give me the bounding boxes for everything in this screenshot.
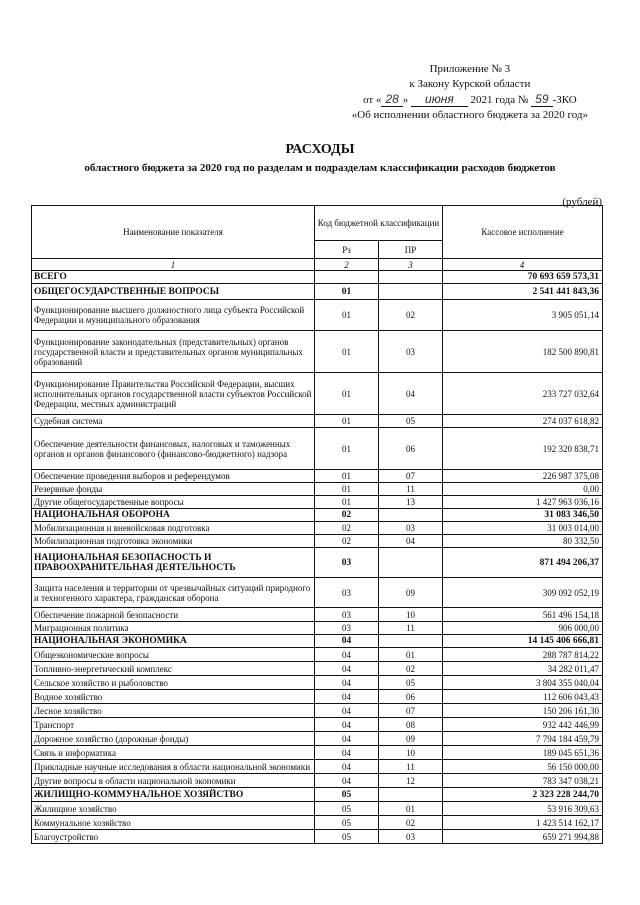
table-row [32, 635, 603, 648]
table-row [32, 428, 603, 470]
cell-rz: 04 [315, 676, 379, 690]
cell-pr: 02 [379, 662, 443, 676]
cell-val: 34 282 011,47 [443, 662, 603, 676]
col-index: 2 [315, 259, 379, 271]
cell-val: 3 905 051,14 [443, 300, 603, 331]
cell-rz: 03 [315, 548, 379, 578]
units-label: (рублей) [562, 196, 602, 208]
table-row [32, 548, 603, 578]
cell-name: ОБЩЕГОСУДАРСТВЕННЫЕ ВОПРОСЫ [32, 284, 315, 300]
cell-pr: 02 [379, 300, 443, 331]
cell-pr: 01 [379, 648, 443, 662]
table-row [32, 802, 603, 816]
col-index: 4 [443, 259, 603, 271]
cell-rz: 05 [315, 802, 379, 816]
cell-val: 932 442 446,99 [443, 718, 603, 732]
cell-name: Обеспечение деятельности финансовых, налоговых и таможенных органов и органов финансового (финансово-бюджетного) надзора [32, 428, 315, 470]
cell-pr: 05 [379, 415, 443, 428]
cell-name: НАЦИОНАЛЬНАЯ ЭКОНОМИКА [32, 635, 315, 648]
table-row [32, 704, 603, 718]
cell-name: Защита населения и территории от чрезвычайных ситуаций природного и техногенного характера, гражданская оборона [32, 578, 315, 608]
cell-name: НАЦИОНАЛЬНАЯ БЕЗОПАСНОСТЬ И ПРАВООХРАНИТЕЛЬНАЯ ДЕЯТЕЛЬНОСТЬ [32, 548, 315, 578]
col-header-pr: ПР [379, 241, 443, 259]
cell-val: 274 037 618,82 [443, 415, 603, 428]
cell-name: Прикладные научные исследования в области национальной экономики [32, 760, 315, 774]
cell-name: Благоустройство [32, 830, 315, 844]
cell-pr: 02 [379, 816, 443, 830]
cell-name: Другие вопросы в области национальной экономики [32, 774, 315, 788]
cell-name: Общеэкономические вопросы [32, 648, 315, 662]
handwritten-month: июня [411, 92, 468, 107]
table-row [32, 284, 603, 300]
cell-rz: 01 [315, 373, 379, 415]
cell-pr: 04 [379, 535, 443, 548]
cell-rz: 01 [315, 428, 379, 470]
cell-rz: 05 [315, 816, 379, 830]
table-row [32, 415, 603, 428]
col-header-name: Наименование показателя [32, 206, 315, 259]
table-row [32, 535, 603, 548]
table-row [32, 578, 603, 608]
cell-val: 189 045 651,36 [443, 746, 603, 760]
col-index: 1 [32, 259, 315, 271]
cell-pr: 03 [379, 830, 443, 844]
cell-name: Обеспечение пожарной безопасности [32, 608, 315, 622]
cell-name: Жилищное хозяйство [32, 802, 315, 816]
cell-name: Водное хозяйство [32, 690, 315, 704]
cell-rz: 02 [315, 509, 379, 522]
appendix-line-4: «Об исполнении областного бюджета за 2020 год» [351, 109, 588, 121]
handwritten-number: 59 [531, 92, 552, 107]
cell-rz: 03 [315, 622, 379, 635]
cell-val: 659 271 994,88 [443, 830, 603, 844]
table-row [32, 608, 603, 622]
cell-pr [379, 548, 443, 578]
cell-val: 871 494 206,37 [443, 548, 603, 578]
cell-name: Обеспечение проведения выборов и референдумов [32, 470, 315, 483]
appendix-header [352, 62, 588, 123]
cell-name: Топливно-энергетический комплекс [32, 662, 315, 676]
cell-pr: 05 [379, 676, 443, 690]
cell-val: 3 804 355 040,04 [443, 676, 603, 690]
table-row [32, 271, 603, 284]
cell-name: НАЦИОНАЛЬНАЯ ОБОРОНА [32, 509, 315, 522]
cell-pr: 12 [379, 774, 443, 788]
cell-rz: 03 [315, 608, 379, 622]
cell-name: Транспорт [32, 718, 315, 732]
cell-pr: 06 [379, 428, 443, 470]
table-row [32, 788, 603, 802]
cell-name: Лесное хозяйство [32, 704, 315, 718]
cell-pr: 09 [379, 578, 443, 608]
cell-pr: 10 [379, 746, 443, 760]
cell-name: Связь и информатика [32, 746, 315, 760]
appendix-line-2: к Закону Курской области [409, 78, 531, 90]
cell-rz: 04 [315, 635, 379, 648]
cell-rz: 04 [315, 648, 379, 662]
cell-val: 1 427 963 036,16 [443, 496, 603, 509]
cell-name: Судебная система [32, 415, 315, 428]
table-row [32, 373, 603, 415]
cell-val: 31 083 346,50 [443, 509, 603, 522]
table-row [32, 331, 603, 373]
col-index: 3 [379, 259, 443, 271]
table-row [32, 746, 603, 760]
cell-val: 2 541 441 843,36 [443, 284, 603, 300]
cell-val: 80 332,50 [443, 535, 603, 548]
cell-rz: 03 [315, 578, 379, 608]
table-row [32, 522, 603, 535]
cell-pr [379, 284, 443, 300]
cell-name: ЖИЛИЩНО-КОММУНАЛЬНОЕ ХОЗЯЙСТВО [32, 788, 315, 802]
expenditure-table [31, 205, 603, 844]
cell-pr [379, 788, 443, 802]
cell-val: 53 916 309,63 [443, 802, 603, 816]
cell-pr [379, 509, 443, 522]
cell-name: Коммунальное хозяйство [32, 816, 315, 830]
cell-name: Сельское хозяйство и рыболовство [32, 676, 315, 690]
cell-name: Функционирование Правительства Российской Федерации, высших исполнительных органов государственной власти субъектов Российской Федерации, местных администраций [32, 373, 315, 415]
cell-rz: 01 [315, 470, 379, 483]
cell-val: 31 003 014,00 [443, 522, 603, 535]
cell-pr: 10 [379, 608, 443, 622]
cell-val: 192 320 838,71 [443, 428, 603, 470]
table-row [32, 830, 603, 844]
table-row [32, 732, 603, 746]
table-row [32, 470, 603, 483]
cell-pr: 06 [379, 690, 443, 704]
cell-pr: 13 [379, 496, 443, 509]
cell-pr: 07 [379, 704, 443, 718]
col-header-exec: Кассовое исполнение [443, 206, 603, 259]
cell-val: 182 500 890,81 [443, 331, 603, 373]
cell-pr: 01 [379, 802, 443, 816]
cell-pr: 09 [379, 732, 443, 746]
cell-name: Функционирование высшего должностного лица субъекта Российской Федерации и муниципального образования [32, 300, 315, 331]
cell-rz: 01 [315, 496, 379, 509]
cell-val: 226 987 375,08 [443, 470, 603, 483]
cell-name: ВСЕГО [32, 271, 315, 284]
table-row [32, 622, 603, 635]
table-row [32, 509, 603, 522]
cell-pr: 11 [379, 483, 443, 496]
cell-pr: 04 [379, 373, 443, 415]
cell-val: 7 794 184 459,79 [443, 732, 603, 746]
table-row [32, 300, 603, 331]
cell-name: Другие общегосударственные вопросы [32, 496, 315, 509]
cell-val: 2 323 228 244,70 [443, 788, 603, 802]
cell-name: Функционирование законодательных (представительных) органов государственной власти и представительных органов муниципальных образований [32, 331, 315, 373]
cell-name: Резервные фонды [32, 483, 315, 496]
cell-rz: 04 [315, 746, 379, 760]
cell-rz: 05 [315, 788, 379, 802]
cell-val: 56 150 000,00 [443, 760, 603, 774]
cell-name: Мобилизационная и вневойсковая подготовка [32, 522, 315, 535]
cell-val: 561 496 154,18 [443, 608, 603, 622]
cell-rz: 05 [315, 830, 379, 844]
cell-rz: 04 [315, 690, 379, 704]
cell-rz: 04 [315, 732, 379, 746]
cell-rz: 02 [315, 522, 379, 535]
cell-rz: 04 [315, 774, 379, 788]
cell-rz: 04 [315, 718, 379, 732]
cell-val: 70 693 659 573,31 [443, 271, 603, 284]
table-row [32, 483, 603, 496]
cell-rz: 01 [315, 331, 379, 373]
table-row [32, 816, 603, 830]
table-row [32, 774, 603, 788]
handwritten-day: 28 [381, 92, 402, 107]
cell-pr [379, 635, 443, 648]
table-row [32, 648, 603, 662]
cell-rz: 01 [315, 284, 379, 300]
cell-pr: 08 [379, 718, 443, 732]
cell-pr [379, 271, 443, 284]
cell-pr: 07 [379, 470, 443, 483]
table-row [32, 690, 603, 704]
cell-val: 288 787 814,22 [443, 648, 603, 662]
cell-pr: 11 [379, 760, 443, 774]
cell-name: Дорожное хозяйство (дорожные фонды) [32, 732, 315, 746]
cell-val: 906 000,00 [443, 622, 603, 635]
cell-rz: 04 [315, 662, 379, 676]
appendix-line-1: Приложение № 3 [429, 63, 511, 75]
cell-name: Миграционная политика [32, 622, 315, 635]
table-row [32, 496, 603, 509]
cell-val: 233 727 032,64 [443, 373, 603, 415]
cell-val: 150 206 161,30 [443, 704, 603, 718]
col-header-code: Код бюджетной классификации [315, 206, 443, 241]
cell-pr: 03 [379, 331, 443, 373]
col-header-rz: Рз [315, 241, 379, 259]
cell-rz: 04 [315, 704, 379, 718]
table-row [32, 662, 603, 676]
appendix-date-line: от « 28 » июня 2021 года № 59 -ЗКО [363, 92, 577, 106]
cell-rz [315, 271, 379, 284]
cell-val: 309 092 052,19 [443, 578, 603, 608]
table-row [32, 676, 603, 690]
cell-val: 112 606 043,43 [443, 690, 603, 704]
cell-rz: 02 [315, 535, 379, 548]
cell-pr: 11 [379, 622, 443, 635]
cell-val: 1 423 514 162,17 [443, 816, 603, 830]
cell-rz: 01 [315, 483, 379, 496]
cell-rz: 01 [315, 300, 379, 331]
cell-val: 783 347 038,21 [443, 774, 603, 788]
cell-val: 0,00 [443, 483, 603, 496]
cell-val: 14 145 406 666,81 [443, 635, 603, 648]
table-row [32, 760, 603, 774]
cell-pr: 03 [379, 522, 443, 535]
cell-name: Мобилизационная подготовка экономики [32, 535, 315, 548]
cell-rz: 04 [315, 760, 379, 774]
page-subtitle: областного бюджета за 2020 год по разделам и подразделам классификации расходов бюджетов [84, 162, 556, 174]
page-title: РАСХОДЫ [285, 142, 355, 157]
table-row [32, 718, 603, 732]
cell-rz: 01 [315, 415, 379, 428]
